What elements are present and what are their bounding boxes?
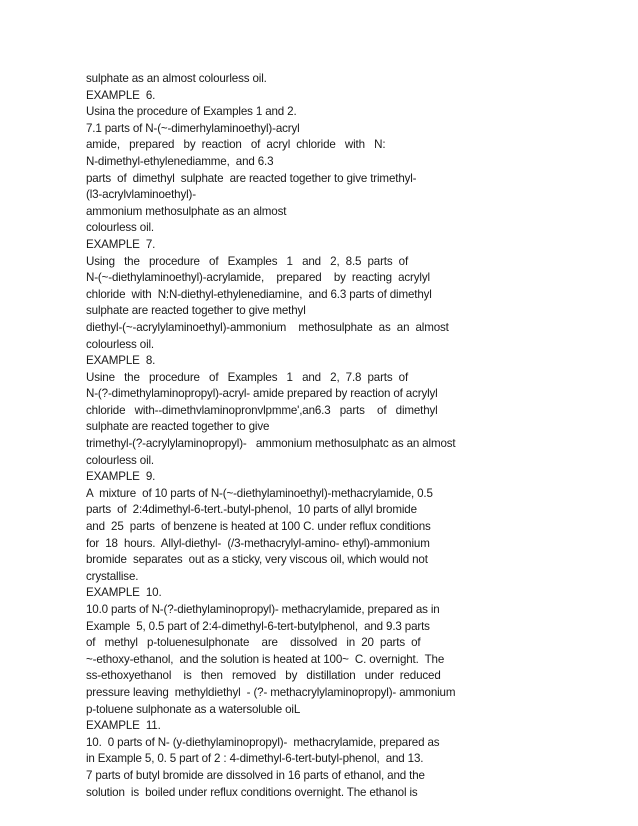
example-heading: EXAMPLE 10. [86,586,162,600]
text-line: chloride with N:N-diethyl-ethylenediamine, and 6.3 parts of dimethyl [86,287,432,301]
text-line: 7 parts of butyl bromide are dissolved in 16 parts of ethanol, and the [86,768,425,782]
text-line: N-(?-dimethylaminopropyl)-acryl- amide prepared by reaction of acrylyl [86,387,438,401]
text-line: and 25 parts of benzene is heated at 100 C. under reflux conditions [86,520,431,534]
text-line: ammonium methosulphate as an almost [86,204,287,218]
text-line: diethyl-(~-acrylylaminoethyl)-ammonium methosulphate as an almost [86,320,449,334]
text-line: Example 5, 0.5 part of 2:4-dimethyl-6-tert-butylphenol, and 9.3 parts [86,619,430,633]
text-line: solution is boiled under reflux conditions overnight. The ethanol is [86,785,418,799]
text-line: Usina the procedure of Examples 1 and 2. [86,105,297,119]
text-line: of methyl p-toluenesulphonate are dissolved in 20 parts of [86,636,421,650]
text-line: Using the procedure of Examples 1 and 2, 8.5 parts of [86,254,409,268]
text-line: p-toluene sulphonate as a watersoluble oiL [86,702,301,716]
document-body [86,71,566,801]
text-line: for 18 hours. Allyl-diethyl- (/3-methacrylyl-amino- ethyl)-ammonium [86,536,430,550]
text-line: bromide separates out as a sticky, very viscous oil, which would not [86,553,428,567]
text-line: colourless oil. [86,221,154,235]
text-line: 10. 0 parts of N- (y-diethylaminopropyl)- methacrylamide, prepared as [86,735,440,749]
example-heading: EXAMPLE 8. [86,354,156,368]
text-line: parts of 2:4dimethyl-6-tert.-butyl-phenol, 10 parts of allyl bromide [86,503,417,517]
text-line: pressure leaving methyldiethyl - (?- methacrylylaminopropyl)- ammonium [86,685,456,699]
text-line: ~-ethoxy-ethanol, and the solution is heated at 100~ C. overnight. The [86,652,445,666]
text-line: sulphate are reacted together to give [86,420,270,434]
text-line: sulphate as an almost colourless oil. [86,72,267,85]
example-heading: EXAMPLE 11. [86,719,161,733]
text-line: in Example 5, 0. 5 part of 2 : 4-dimethyl-6-tert-butyl-phenol, and 13. [86,752,424,766]
text-line: crystallise. [86,569,139,583]
text-line: 10.0 parts of N-(?-diethylaminopropyl)- methacrylamide, prepared as in [86,603,440,616]
text-line: N-dimethyl-ethylenediamme, and 6.3 [86,154,274,168]
text-line: chloride with--dimethvlaminopronvlpmme',an6.3 parts of dimethyl [86,403,438,417]
example-heading: EXAMPLE 6. [86,88,156,102]
text-line: amide, prepared by reaction of acryl chloride with N: [86,138,386,152]
text-line: sulphate are reacted together to give methyl [86,304,306,318]
text-line: Usine the procedure of Examples 1 and 2, 7.8 parts of [86,370,409,384]
text-line: N-(~-diethylaminoethyl)-acrylamide, prepared by reacting acrylyl [86,271,430,285]
text-line: parts of dimethyl sulphate are reacted together to give trimethyl- [86,171,417,185]
example-heading: EXAMPLE 7. [86,237,156,251]
text-line: trimethyl-(?-acrylylaminopropyl)- ammonium methosulphatc as an almost [86,437,456,451]
text-line: 7.1 parts of N-(~-dimerhylaminoethyl)-acryl [86,121,300,135]
text-line: colourless oil. [86,453,154,467]
text-line: ss-ethoxyethanol is then removed by distillation under reduced [86,669,441,683]
text-line: A mixture of 10 parts of N-(~-diethylaminoethyl)-methacrylamide, 0.5 [86,486,433,500]
text-line: colourless oil. [86,337,154,351]
text-line: (l3-acrylvlaminoethyl)- [86,188,196,202]
example-heading: EXAMPLE 9. [86,470,156,484]
